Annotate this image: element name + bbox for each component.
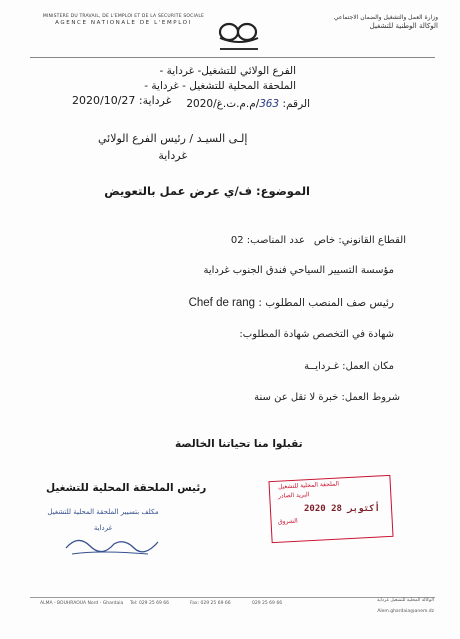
stamp-outgoing: البريد الصادر xyxy=(277,491,310,500)
header-agency-fr: AGENCE NATIONALE DE L'EMPLOI xyxy=(55,20,192,26)
legal-sector: القطاع القانوني: خاص xyxy=(313,235,406,246)
reference-number-value: 363 xyxy=(259,97,280,110)
closing-greeting: تقبلوا منا تحياتنا الخالصة xyxy=(175,438,303,450)
outgoing-mail-stamp xyxy=(264,474,394,542)
footer-arabic: الوكالة المحلية للتشغيل غرداية xyxy=(377,598,434,603)
handwritten-signature xyxy=(38,504,168,568)
footer-divider xyxy=(30,597,435,598)
branch-line-2: الملحقة المحلية للتشغيل - غرداية - xyxy=(144,80,296,92)
footer-tel: Tel: 029 25 69 66 xyxy=(130,601,170,606)
footer-email: Alem.ghardaia@anem.dz xyxy=(377,609,434,614)
footer-phone: 029 25 69 66 xyxy=(252,601,283,606)
header-french xyxy=(36,14,211,26)
sender-branch xyxy=(144,64,296,94)
recipient-line-2: غرداية xyxy=(158,149,188,162)
recipient-line-1: إلـى السيـد / رئيس الفرع الولائي xyxy=(98,132,248,145)
header-arabic xyxy=(288,14,438,30)
work-conditions: شروط العمل: خبرة لا تقل عن سنة xyxy=(254,392,400,403)
required-diploma: شهادة في التخصص شهادة المطلوب: xyxy=(239,329,394,340)
stamp-date: 2020 28 أكتوبر xyxy=(304,504,380,514)
header-ministry-ar: وزارة العمل والتشغيل والضمان الاجتماعي xyxy=(333,14,438,21)
footer-fax: Fax: 029 25 69 66 xyxy=(190,601,231,606)
position-value: Chef de rang xyxy=(188,297,256,309)
signature-stamp xyxy=(38,504,168,568)
letter-subject: الموضوع: ف/ي عرض عمل بالتعويض xyxy=(104,184,310,198)
positions-count: عدد المناصب: 02 xyxy=(230,235,305,246)
anem-logo xyxy=(214,18,264,56)
signature-stamp-line-1: مكلف بتسيير الملحقة المحلية للتشغيل xyxy=(47,508,159,516)
position-label: رئيس صف المنصب المطلوب : xyxy=(258,297,394,309)
footer-address: ALMA - BOUHRAOUA Nord - Ghardaia xyxy=(40,601,124,606)
reference-suffix: /م.م.ت.غ/2020 xyxy=(186,98,260,110)
header-ministry-fr: MINISTERE DU TRAVAIL, DE L'EMPLOI ET DE LA SECURITE SOCIALE xyxy=(42,14,205,19)
recipient-block xyxy=(98,130,247,164)
stamp-ref: الشروق xyxy=(277,517,298,526)
header-agency-ar: الوكالة الوطنية للتشغيل xyxy=(369,22,438,30)
stamp-office: الملحقة المحلية للتشغيل xyxy=(277,480,340,491)
header-divider xyxy=(30,57,435,58)
work-place: مكان العمل: غـردايــة xyxy=(304,361,394,372)
letter-date: غرداية: 2020/10/27 xyxy=(72,94,172,107)
branch-line-1: الفرع الولائي للتشغيل- غرداية - xyxy=(159,65,296,77)
reference-number xyxy=(186,97,310,110)
reference-label: الرقم: xyxy=(282,98,310,110)
requested-position xyxy=(189,297,394,309)
signer-title: رئيس الملحقة المحلية للتشغيل xyxy=(46,482,207,494)
company-name: مؤسسة التسيير السياحي فندق الجنوب غرداية xyxy=(203,265,394,276)
signature-stamp-line-2: غرداية xyxy=(93,524,113,532)
